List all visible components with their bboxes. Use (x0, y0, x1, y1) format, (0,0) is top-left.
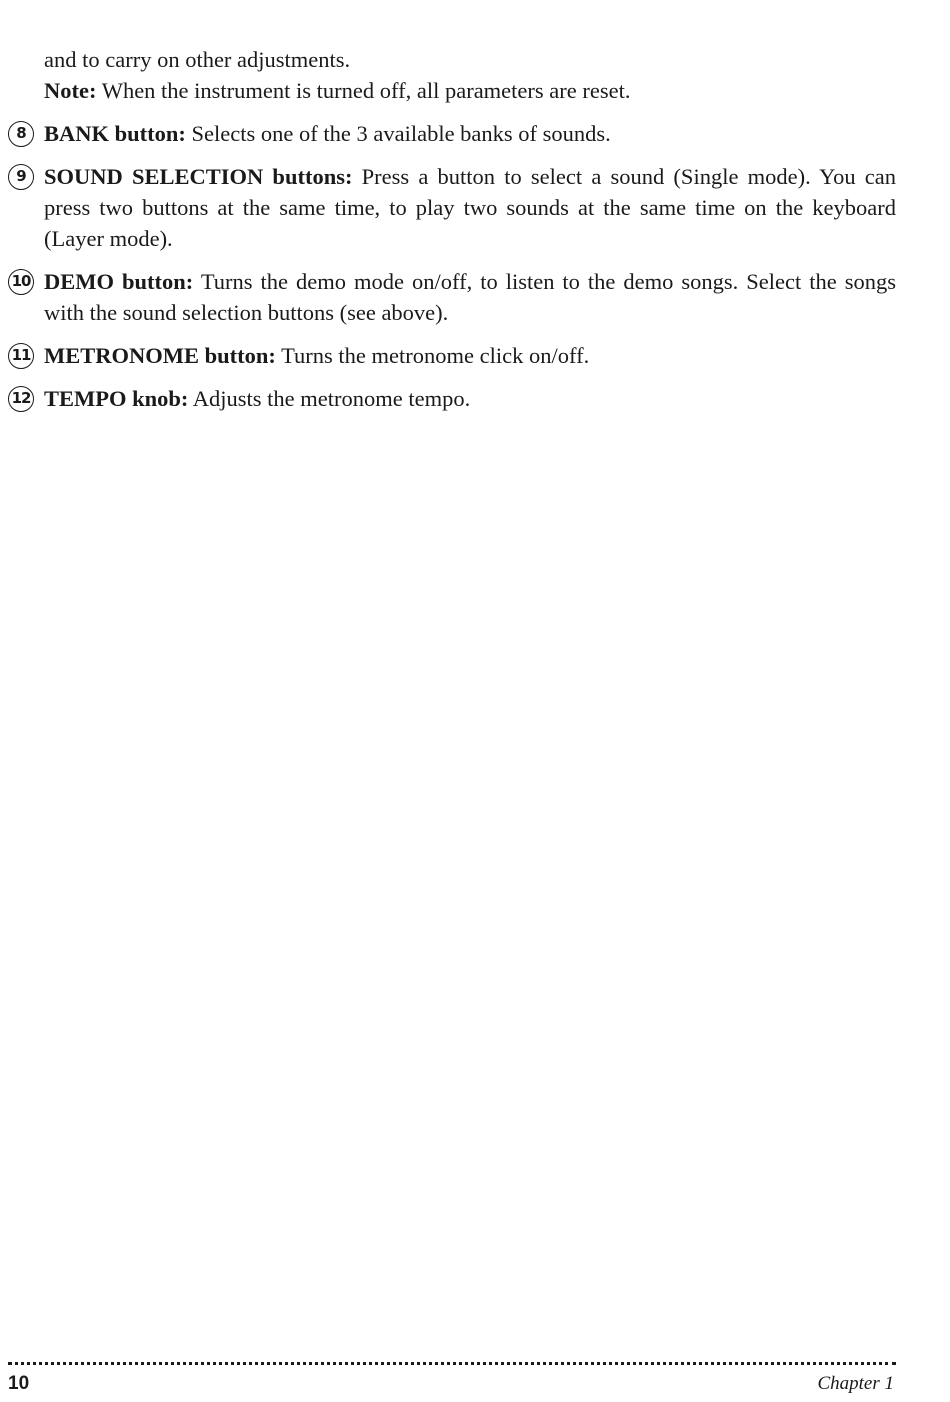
item-description (44, 266, 896, 328)
item-description (44, 383, 896, 414)
page-body (8, 44, 896, 414)
item-description (44, 340, 896, 371)
note-label: Note: (44, 78, 97, 103)
list-item-sound-selection-buttons (8, 161, 896, 254)
item-term: SOUND SELECTION buttons: (44, 164, 353, 189)
page-number: 10 (8, 1373, 30, 1394)
list-item-demo-button (8, 266, 896, 328)
list-item-tempo-knob (8, 383, 896, 414)
item-term: TEMPO knob: (44, 386, 189, 411)
item-number-badge: 10 (8, 269, 34, 295)
item-text: Selects one of the 3 available banks of sounds. (185, 121, 611, 146)
item-number-badge: 12 (8, 386, 34, 412)
footer-divider (8, 1362, 896, 1365)
item-text: Turns the demo mode on/off, to listen to the demo songs. Select the songs with the sound selection buttons (see above). (44, 269, 896, 325)
item-text: Press a button to select a sound (Single mode). You can press two buttons at the same time, to play two sounds at the same time on the keyboard (Layer mode). (44, 164, 896, 251)
note-line (44, 75, 896, 106)
item-term: BANK button: (44, 121, 186, 146)
chapter-label: Chapter 1 (817, 1373, 894, 1394)
item-text: Adjusts the metronome tempo. (188, 386, 471, 411)
item-description (44, 118, 896, 149)
item-term: METRONOME button: (44, 343, 276, 368)
note-text: When the instrument is turned off, all parameters are reset. (96, 78, 631, 103)
item-number-badge: 9 (8, 164, 34, 190)
item-number-badge: 8 (8, 121, 34, 147)
item-number-badge: 11 (8, 343, 34, 369)
continuation-line: and to carry on other adjustments. (44, 47, 351, 72)
item-description (44, 161, 896, 254)
list-item-bank-button (8, 118, 896, 149)
list-item-metronome-button (8, 340, 896, 371)
item-text: Turns the metronome click on/off. (275, 343, 590, 368)
item-term: DEMO button: (44, 269, 194, 294)
